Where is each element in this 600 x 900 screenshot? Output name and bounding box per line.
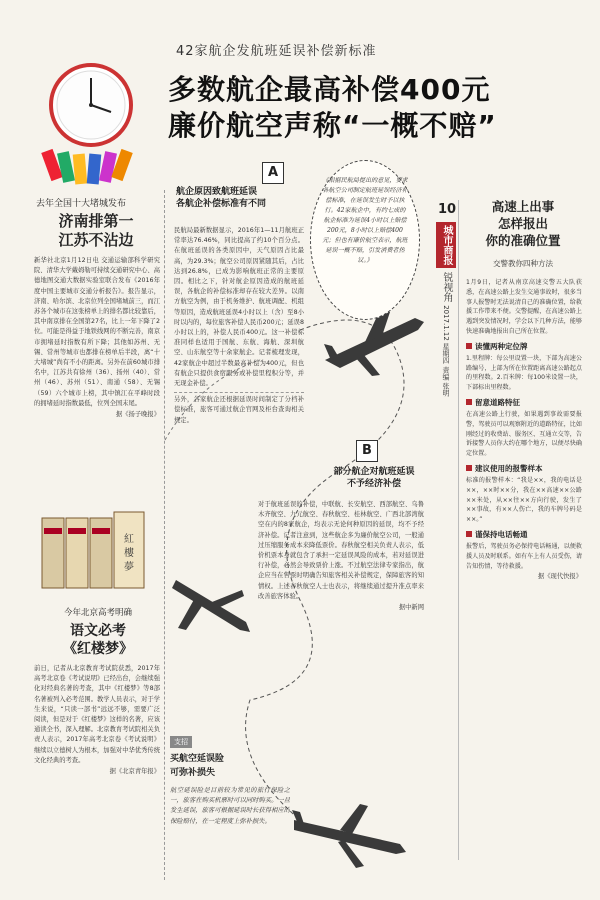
tip-heading-text: 留意道路特征 xyxy=(475,397,520,407)
section-a-body: 民航局最新数据显示，2016年1—11月航班正常率达76.46%，同比提高了约10个百分点。在航班延误的各类原因中，天气原因占比最高，为29.3%；航空公司原因紧随其后，占比达到26.8%，已成为影响航班正常的主要原因。相比之下，针对航企原因造成的航班延误，各航企的补偿标准却存在较大差异。以南方航空为例，由于机务维护、航班调配、机组等原因，造成航班延误4小时以上（含）至8小时以内的，每位旅客补偿人民币200元；延误8小时以上的，补偿人民币400元。这一补偿标准同样也适用于国航、东航、海航、深圳航空、山东航空等十余家航企。记者梳理发现，42家航企中超过半数最高补偿为400元，但也有航企只提供食宿服务或补偿里程积分等，并无现金补偿。 xyxy=(174,227,304,388)
section-a-box: 另外，各家航企还根据延误时间制定了分档补偿标准，旅客可通过航企官网及柜台查询相关规定。 xyxy=(174,392,304,426)
left-caption-books: 今年北京高考明确 xyxy=(63,608,132,618)
section-b-badge: B xyxy=(356,440,378,462)
section-b-title-line: 部分航企对航班延误 xyxy=(333,467,415,477)
page-number: 10 xyxy=(437,202,457,217)
section-a-badge: A xyxy=(262,162,284,184)
left-headline-line: 济南排第一 xyxy=(58,212,134,230)
section-a-title-line: 各航企补偿标准有不同 xyxy=(176,199,267,209)
left-article-source: 据《扬子晚报》 xyxy=(115,411,160,419)
sidebar-article xyxy=(170,786,290,876)
hongloumeng-books-image xyxy=(38,508,148,592)
left-headline-traffic xyxy=(36,212,156,250)
svg-text:樓: 樓 xyxy=(124,548,134,559)
tip-body: 1.里程牌：每公里设置一块，下部为高速公路编号，上部为所在位置距离高速公路起点的里程数。2.百米牌：每100米设置一块，下部标出里程数。 xyxy=(466,354,582,392)
right-article xyxy=(466,278,582,878)
newspaper-brand: 城市商报 xyxy=(436,222,456,268)
right-subtitle: 交警教你四种方法 xyxy=(493,259,553,268)
right-headline-line: 怎样报出 xyxy=(497,216,548,231)
headline-line-2: 廉价航空声称“一概不赔” xyxy=(168,109,497,142)
tip-heading-text: 建议使用的报警样本 xyxy=(475,463,543,473)
section-a-title-line: 航企原因致航班延误 xyxy=(176,187,258,197)
main-headline xyxy=(168,72,497,144)
section-b-title xyxy=(306,466,442,490)
tip-heading xyxy=(466,397,582,408)
headline-kicker: 42家航企发航班延误补偿新标准 xyxy=(176,44,377,59)
right-headline-line: 高速上出事 xyxy=(491,199,555,214)
right-headline xyxy=(466,198,580,249)
left-article-books xyxy=(34,664,160,874)
sidebar-title xyxy=(170,752,224,780)
left-headline-line: 江苏不沾边 xyxy=(58,231,134,249)
sidebar-tag: 支招 xyxy=(170,736,192,748)
sidebar-title-line: 可弥补损失 xyxy=(170,768,216,778)
left-article-body: 新华社北京1月12日电 交通运输部科学研究院、清华大学戴姆勒可持续交通研究中心、高德地图交通大数据实验室联合发布《2016年度中国主要城市交通分析报告》。报告显示，济南、哈尔滨、北京位列全国堵城前三，而江苏各个城市在这张榜单上的排名都比较靠后，其中南京排在全国第27名，比上一年下降了2位。可能是得益于地铁线网的不断完善，南京市拥堵延时指数有所下降；其他如苏州、无锡、常州等城市也都排在榜单后半段，离“十大堵城”尚有不小的距离。另外在前60城市排名中，江苏共有徐州（36）、扬州（40）、常州（46）、苏州（51）、南通（58）、无锡（59）六个城市上榜，其中镇江在平峰时段的拥堵延时指数最低，位列全国末尾。 xyxy=(34,257,160,407)
strip-divider xyxy=(458,200,459,860)
section-b-body: 对于航班延误的补偿，中联航、长安航空、西部航空、乌鲁木齐航空、九元航空、春秋航空、桂林航空、广西北部湾航空在内的8家航企，均表示无论何种原因的延误，均不予经济补偿。记者注意到，这些航企多为廉价航空公司，一般通过压缩服务成本来降低票价。春秋航空相关负责人表示，低价机票本身就包含了承担一定延误风险的成本，若对延误进行补偿，必然会导致票价上涨。不过航空法律专家指出，航企应当在售票时明确告知旅客相关补偿规定，保障旅客的知情权。上述春秋航空人士也表示，将继续通过提升准点率来改善旅客体验。 xyxy=(258,501,424,600)
sidebar-body: 航空延误险是目前较为常见的旅行保险之一，旅客在购买机票时可以同时购买。一旦发生延误，旅客可根据延误时长获得相应的保险赔付，在一定程度上弥补损失。 xyxy=(170,787,290,825)
tip-heading xyxy=(466,463,582,474)
tip-heading-text: 读懂两种定位牌 xyxy=(475,341,528,351)
svg-text:夢: 夢 xyxy=(124,562,134,573)
section-b-article xyxy=(258,500,424,800)
left-headline2-line: 《红楼梦》 xyxy=(63,641,133,657)
page-section-name: 锐视角 xyxy=(441,272,452,302)
tip-heading xyxy=(466,529,582,540)
sidebar-title-line: 买航空延误险 xyxy=(170,754,225,764)
page-date: 2017.1.12 星期四 责编 张明 xyxy=(442,305,450,397)
svg-text:紅: 紅 xyxy=(124,534,134,545)
tip-heading xyxy=(466,341,582,352)
right-article-source: 据《现代快报》 xyxy=(537,573,582,581)
airplane-icon-lower xyxy=(290,800,410,870)
left-headline2-line: 语文必考 xyxy=(70,623,126,639)
column-divider xyxy=(164,190,165,880)
left-article2-source: 据《北京青年报》 xyxy=(109,768,160,776)
left-headline-books xyxy=(36,622,160,658)
section-a-title xyxy=(176,186,266,210)
square-bullet-icon xyxy=(466,531,472,537)
page-strip-info xyxy=(437,272,455,397)
section-b-title-line: 不予经济补偿 xyxy=(346,479,401,489)
tip-heading-text: 谨保持电话畅通 xyxy=(475,529,528,539)
clock-traffic-illustration xyxy=(36,60,146,190)
quote-oval-text: 《根据民航局提出的意见，要求各航空公司制定航班延误经济补偿标准，在延误发生时予以执行。42家航企中，有约七成的航企标准为延误4小时以上赔偿200元，8小时以上赔偿400元；但也有廉价航空表示，航班延误一概不赔，引发消费者热议。》 xyxy=(322,177,408,264)
headline-line-1: 多数航企最高补偿400元 xyxy=(168,73,491,106)
square-bullet-icon xyxy=(466,343,472,349)
left-article2-body: 前日，记者从北京教育考试院获悉，2017年高考北京卷《考试说明》已经出台，会继续强化对经典名著的考查，其中《红楼梦》等8部名著被列入必考范围。教学人员表示，对于学生来说，“只读一部书”远远不够，需要广泛阅读，但是对于《红楼梦》这样的名著，应该通读全书，深入理解。北京教育考试院相关负责人表示，2017年高考北京卷《考试说明》继续以立德树人为根本，加强对中华优秀传统文化经典的考查。 xyxy=(34,665,160,764)
right-intro: 1月9日，记者从南京高速交警五大队获悉，在高速公路上发生交通事故时，很多当事人报警时无法说清自己的准确位置，给救援工作带来不便。交警提醒，在高速公路上遇到突发情况时，学会以下几种方法，能够快速准确地报出自己所在位置。 xyxy=(466,279,582,335)
square-bullet-icon xyxy=(466,465,472,471)
left-caption-top: 去年全国十大堵城发布 xyxy=(36,199,127,209)
tip-body: 标准的报警样本：“我是××，我的电话是××，××时××分，我在××高速××公路××米处，从××往××方向行驶，发生了××事故，有××人伤亡，我的车牌号码是××。” xyxy=(466,476,582,524)
left-article-traffic xyxy=(34,256,160,500)
tip-body: 在高速公路上行驶，如果遇到事故需要报警，驾驶员可以观察附近的道路特征，比如刚经过的收费站、服务区、互通立交等，告诉接警人员你大约在哪个地方，以便尽快确定位置。 xyxy=(466,410,582,458)
section-b-source: 据中新网 xyxy=(398,604,424,612)
right-headline-line: 你的准确位置 xyxy=(485,233,561,248)
tip-body: 报警后，驾驶员务必保持电话畅通，以便救援人员及时联系。如有车上有人员受伤，请告知伤情，等待救援。 xyxy=(466,542,582,570)
square-bullet-icon xyxy=(466,399,472,405)
